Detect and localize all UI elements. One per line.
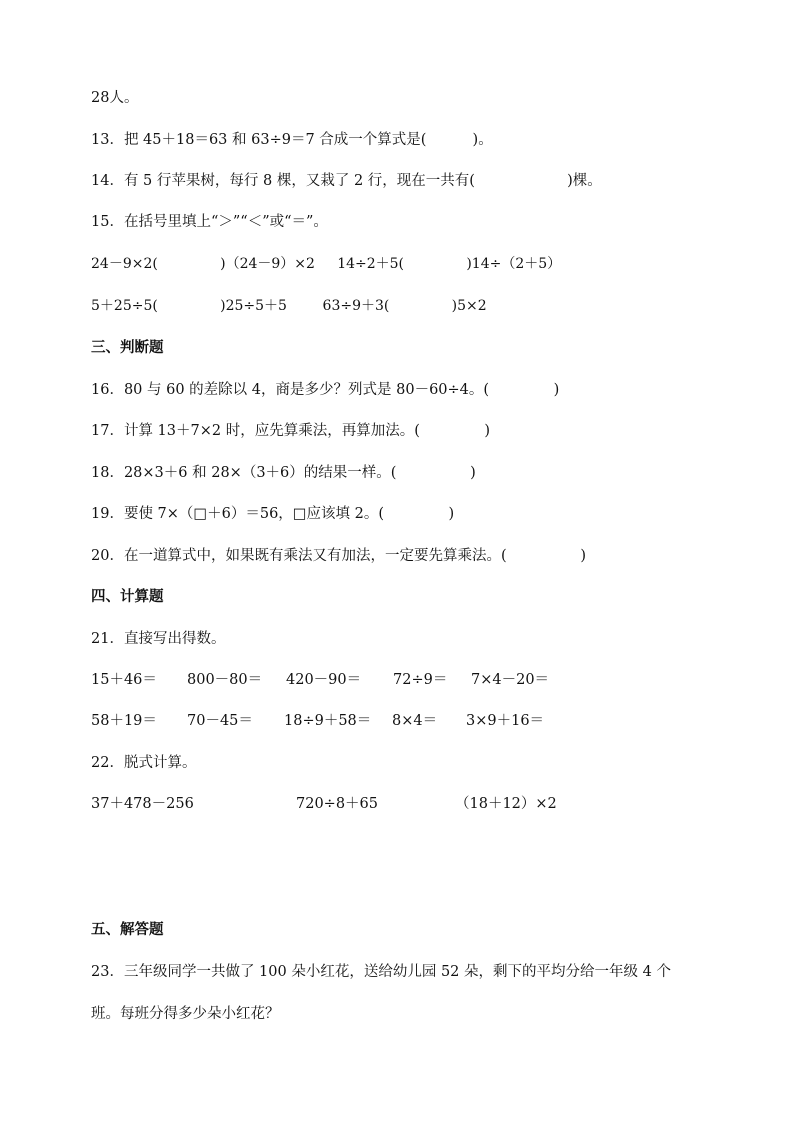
calc-item: 420－90＝ bbox=[286, 672, 362, 688]
question-14: 14．有 5 行苹果树，每行 8 棵，又栽了 2 行，现在一共有( )棵。 bbox=[91, 173, 602, 189]
section-5-heading: 五、解答题 bbox=[91, 922, 164, 938]
question-18: 18．28×3＋6 和 28×（3＋6）的结果一样。( ) bbox=[91, 465, 476, 481]
calc-item: 70－45＝ bbox=[187, 713, 253, 729]
continued-text: 28人。 bbox=[91, 90, 139, 106]
question-21: 21．直接写出得数。 bbox=[91, 631, 226, 647]
calc-item: 7×4－20＝ bbox=[471, 672, 550, 688]
question-23-line-1: 23．三年级同学一共做了 100 朵小红花，送给幼儿园 52 朵，剩下的平均分给一年级 4 个 bbox=[91, 964, 671, 980]
step-calc-item: 720÷8＋65 bbox=[296, 796, 379, 812]
question-13: 13．把 45＋18＝63 和 63÷9＝7 合成一个算式是( )。 bbox=[91, 132, 493, 148]
calc-item: 800－80＝ bbox=[187, 672, 263, 688]
step-calc-item: 37＋478－256 bbox=[91, 796, 194, 812]
question-15: 15．在括号里填上“＞”“＜”或“＝”。 bbox=[91, 214, 328, 230]
question-15-row-2: 5＋25÷5( )25÷5＋5 63÷9＋3( )5×2 bbox=[91, 298, 487, 314]
section-3-heading: 三、判断题 bbox=[91, 340, 164, 356]
calc-item: 58＋19＝ bbox=[91, 713, 157, 729]
question-19: 19．要使 7×（□＋6）＝56，□应该填 2。( ) bbox=[91, 506, 455, 522]
calc-item: 8×4＝ bbox=[392, 713, 438, 729]
question-17: 17．计算 13＋7×2 时，应先算乘法，再算加法。( ) bbox=[91, 423, 491, 439]
question-20: 20．在一道算式中，如果既有乘法又有加法，一定要先算乘法。( ) bbox=[91, 548, 587, 564]
calc-item: 15＋46＝ bbox=[91, 672, 157, 688]
question-16: 16．80 与 60 的差除以 4，商是多少？列式是 80－60÷4。( ) bbox=[91, 382, 560, 398]
calc-item: 18÷9＋58＝ bbox=[284, 713, 372, 729]
question-15-row-1: 24－9×2( )（24－9）×2 14÷2＋5( )14÷（2＋5） bbox=[91, 256, 562, 272]
question-23-line-2: 班。每班分得多少朵小红花？ bbox=[91, 1006, 280, 1022]
calc-item: 3×9＋16＝ bbox=[466, 713, 545, 729]
section-4-heading: 四、计算题 bbox=[91, 589, 164, 605]
calc-item: 72÷9＝ bbox=[393, 672, 448, 688]
question-22: 22．脱式计算。 bbox=[91, 755, 197, 771]
step-calc-item: （18＋12）×2 bbox=[455, 796, 557, 812]
